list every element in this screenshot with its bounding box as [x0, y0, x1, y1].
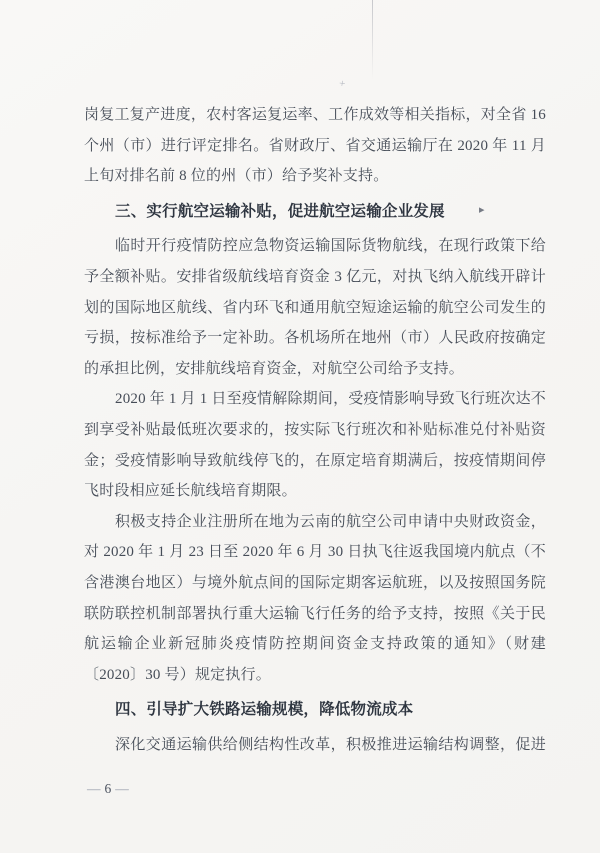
page-number-dash-right: —	[115, 781, 130, 796]
smudge-mark: +	[338, 77, 347, 91]
body-text-line: 航运输企业新冠肺炎疫情防控期间资金支持政策的通知》（财建	[84, 636, 546, 653]
body-text-line: 2020 年 1 月 1 日至疫情解除期间，受疫情影响导致飞行班次达不	[115, 391, 546, 408]
section-heading-3: 三、实行航空运输补贴，促进航空运输企业发展	[115, 202, 445, 220]
body-text-line: 积极支持企业注册所在地为云南的航空公司申请中央财政资金，	[115, 513, 546, 530]
body-text-line: 含港澳台地区）与境外航点间的国际定期客运航班，以及按照国务院	[84, 574, 546, 591]
body-text-line: 亏损，按标准给予一定补助。各机场所在地州（市）人民政府按确定	[84, 330, 546, 347]
body-text-line: 予全额补贴。安排省级航线培育资金 3 亿元，对执飞纳入航线开辟计	[84, 268, 546, 285]
body-text-line: 金；受疫情影响导致航线停飞的，在原定培育期满后，按疫情期间停	[84, 452, 546, 469]
body-text-line: 到享受补贴最低班次要求的，按实际飞行班次和补贴标准兑付补贴资	[84, 421, 546, 438]
body-text-line: 深化交通运输供给侧结构性改革，积极推进运输结构调整，促进	[115, 736, 546, 753]
body-text-line: 划的国际地区航线、省内环飞和通用航空短途运输的航空公司发生的	[84, 299, 546, 316]
arrow-artifact-icon: ▸	[479, 204, 485, 216]
body-text-line: 个州（市）进行评定排名。省财政厅、省交通运输厅在 2020 年 11 月	[84, 137, 546, 154]
body-text-line: 〔2020〕30 号）规定执行。	[84, 666, 271, 683]
body-text-line: 飞时段相应延长航线培育期限。	[84, 483, 297, 500]
scan-fold-line	[372, 0, 373, 80]
document-body	[84, 100, 546, 760]
body-text-line: 岗复工复产进度，农村客运复运率、工作成效等相关指标，对全省 16	[84, 107, 546, 123]
body-text-line: 对 2020 年 1 月 23 日至 2020 年 6 月 30 日执飞往返我国境内航点（不	[84, 544, 546, 561]
page-number	[84, 781, 133, 797]
page-number-value: 6	[104, 781, 113, 796]
body-text-line: 临时开行疫情防控应急物资运输国际货物航线，在现行政策下给	[115, 238, 546, 255]
body-text-line: 上旬对排名前 8 位的州（市）给予奖补支持。	[84, 168, 389, 185]
body-text-line: 的承担比例，安排航线培育资金，对航空公司给予支持。	[84, 360, 465, 377]
section-heading-4: 四、引导扩大铁路运输规模，降低物流成本	[115, 701, 414, 719]
body-text-line: 联防联控机制部署执行重大运输飞行任务的给予支持，按照《关于民	[84, 605, 546, 622]
page-number-dash-left: —	[87, 781, 102, 796]
